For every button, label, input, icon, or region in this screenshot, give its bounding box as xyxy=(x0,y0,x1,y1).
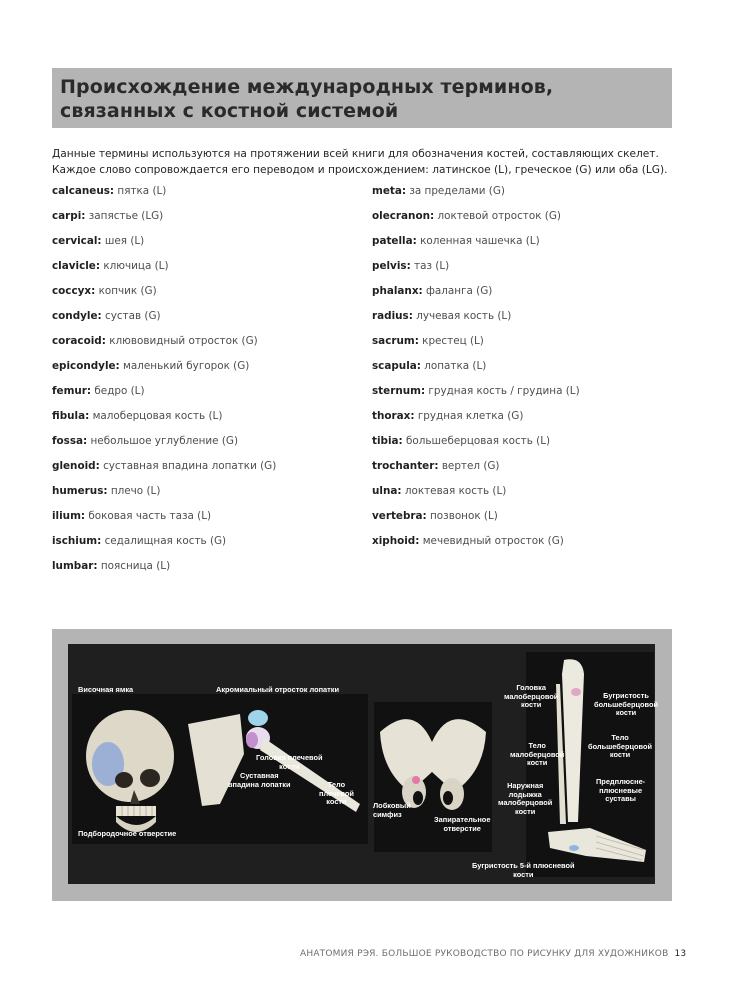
glossary-translation: грудная клетка (G) xyxy=(417,410,524,422)
glossary-entry xyxy=(372,359,702,384)
label-obturator: Запирательное отверстие xyxy=(434,815,491,833)
glossary-translation: за пределами (G) xyxy=(409,185,505,197)
glossary-translation: копчик (G) xyxy=(98,285,157,297)
page-number: 13 xyxy=(674,949,687,959)
glossary-entry xyxy=(372,209,702,234)
glossary-term: carpi: xyxy=(52,210,86,222)
page-footer xyxy=(300,949,687,959)
glossary-entry xyxy=(52,259,382,284)
glossary-term: meta: xyxy=(372,185,407,197)
glossary-entry xyxy=(52,409,382,434)
glossary-entry xyxy=(52,434,382,459)
glossary-translation: вертел (G) xyxy=(441,460,500,472)
glossary-translation: коленная чашечка (L) xyxy=(420,235,540,247)
glossary-translation: боковая часть таза (L) xyxy=(88,510,212,522)
label-lateral-malleolus: Наружная лодыжка малоберцовой кости xyxy=(498,781,553,816)
footer-book-title: АНАТОМИЯ РЭЯ. БОЛЬШОЕ РУКОВОДСТВО ПО РИСУНКУ ДЛЯ ХУДОЖНИКОВ xyxy=(300,949,669,959)
glossary-term: trochanter: xyxy=(372,460,439,472)
glossary-entry xyxy=(52,184,382,209)
glossary-translation: поясница (L) xyxy=(100,560,171,572)
glossary-translation: малоберцовая кость (L) xyxy=(92,410,223,422)
label-humeral-body: Тело плечевой кости xyxy=(319,780,354,806)
glossary-entry xyxy=(52,559,382,584)
glossary-term: sacrum: xyxy=(372,335,419,347)
glossary-translation: локтевой отросток (G) xyxy=(437,210,561,222)
glossary-entry xyxy=(52,309,382,334)
page-title-line-1: Происхождение международных терминов, xyxy=(60,76,554,98)
glossary-entry xyxy=(372,284,702,309)
glossary-entry xyxy=(52,234,382,259)
glossary-term: radius: xyxy=(372,310,413,322)
glossary-term: cervical: xyxy=(52,235,102,247)
glossary-term: ulna: xyxy=(372,485,402,497)
skull-panel xyxy=(72,694,187,844)
glossary-entry xyxy=(372,509,702,534)
glossary-translation: позвонок (L) xyxy=(430,510,498,522)
label-tibia-body: Тело большеберцовой кости xyxy=(588,733,653,759)
glossary-translation: локтевая кость (L) xyxy=(404,485,507,497)
glossary-entry xyxy=(372,184,702,209)
glossary-entry xyxy=(52,359,382,384)
glossary-translation: ключица (L) xyxy=(103,260,169,272)
label-humeral-head: Головка плечевой кости xyxy=(256,753,323,771)
glossary-term: fibula: xyxy=(52,410,90,422)
glossary-entry xyxy=(372,534,702,559)
glossary-term: patella: xyxy=(372,235,417,247)
glossary-translation: шея (L) xyxy=(104,235,145,247)
glossary-entry xyxy=(372,384,702,409)
glossary-translation: бедро (L) xyxy=(94,385,145,397)
label-mental-foramen: Подбородочное отверстие xyxy=(78,829,177,838)
glossary-translation: клювовидный отросток (G) xyxy=(109,335,258,347)
glossary-translation: грудная кость / грудина (L) xyxy=(428,385,580,397)
glossary-term: olecranon: xyxy=(372,210,435,222)
glossary-term: coccyx: xyxy=(52,285,96,297)
terms-left-column xyxy=(52,184,382,584)
glossary-entry xyxy=(372,259,702,284)
glossary-translation: фаланга (G) xyxy=(426,285,493,297)
glossary-entry xyxy=(52,334,382,359)
glossary-translation: лучевая кость (L) xyxy=(416,310,512,322)
page-title-line-2: связанных с костной системой xyxy=(60,100,399,122)
label-pubic-symphysis: Лобковый симфиз xyxy=(373,801,411,819)
glossary-entry xyxy=(52,534,382,559)
glossary-term: pelvis: xyxy=(372,260,411,272)
glossary-entry xyxy=(372,334,702,359)
label-tarsometatarsal: Предплюсне- плюсневые суставы xyxy=(596,777,646,803)
glossary-entry xyxy=(372,484,702,509)
glossary-translation: маленький бугорок (G) xyxy=(123,360,250,372)
label-glenoid: Суставная впадина лопатки xyxy=(228,771,291,789)
glossary-term: xiphoid: xyxy=(372,535,420,547)
glossary-term: scapula: xyxy=(372,360,421,372)
label-fibula-head: Головка малоберцовой кости xyxy=(504,683,559,709)
intro-paragraph: Данные термины используются на протяжении всей книги для обозначения костей, составляющих скелет. Каждое слово сопровождается его переводом и происхождением: латинское (L), греческое (G) или оба (LG). xyxy=(52,148,668,176)
glossary-term: ischium: xyxy=(52,535,102,547)
glossary-translation: мечевидный отросток (G) xyxy=(422,535,564,547)
glossary-term: humerus: xyxy=(52,485,108,497)
glossary-term: vertebra: xyxy=(372,510,427,522)
glossary-term: fossa: xyxy=(52,435,88,447)
glossary-entry xyxy=(52,459,382,484)
label-tibial-tuberosity: Бугристость большеберцовой кости xyxy=(594,691,659,717)
glossary-term: clavicle: xyxy=(52,260,100,272)
label-fifth-metatarsal: Бугристость 5-й плюсневой кости xyxy=(472,861,575,879)
label-acromion: Акромиальный отросток лопатки xyxy=(216,685,340,694)
glossary-translation: запястье (LG) xyxy=(88,210,164,222)
glossary-term: lumbar: xyxy=(52,560,98,572)
glossary-term: glenoid: xyxy=(52,460,100,472)
glossary-entry xyxy=(372,459,702,484)
glossary-term: ilium: xyxy=(52,510,86,522)
glossary-translation: большеберцовая кость (L) xyxy=(406,435,551,447)
glossary-translation: сустав (G) xyxy=(104,310,161,322)
glossary-entry xyxy=(372,234,702,259)
skull-illustration xyxy=(72,694,187,844)
terms-right-column xyxy=(372,184,702,559)
glossary-term: thorax: xyxy=(372,410,415,422)
glossary-entry xyxy=(52,484,382,509)
glossary-entry xyxy=(372,309,702,334)
glossary-translation: крестец (L) xyxy=(422,335,484,347)
label-fibula-body: Тело малоберцовой кости xyxy=(510,741,565,767)
title-bar xyxy=(52,68,672,128)
glossary-translation: лопатка (L) xyxy=(424,360,487,372)
glossary-translation: плечо (L) xyxy=(110,485,161,497)
glossary-entry xyxy=(52,209,382,234)
glossary-translation: седалищная кость (G) xyxy=(104,535,227,547)
glossary-translation: таз (L) xyxy=(414,260,450,272)
glossary-term: epicondyle: xyxy=(52,360,120,372)
glossary-translation: суставная впадина лопатки (G) xyxy=(103,460,277,472)
glossary-entry xyxy=(372,434,702,459)
glossary-entry xyxy=(372,409,702,434)
glossary-entry xyxy=(52,509,382,534)
glossary-term: calcaneus: xyxy=(52,185,115,197)
glossary-term: tibia: xyxy=(372,435,403,447)
figure-panel xyxy=(68,644,659,884)
glossary-entry xyxy=(52,284,382,309)
glossary-term: femur: xyxy=(52,385,92,397)
glossary-term: coracoid: xyxy=(52,335,106,347)
glossary-entry xyxy=(52,384,382,409)
label-temporal-fossa: Височная ямка xyxy=(78,685,134,694)
glossary-term: condyle: xyxy=(52,310,102,322)
glossary-translation: небольшое углубление (G) xyxy=(90,435,239,447)
glossary-term: sternum: xyxy=(372,385,426,397)
glossary-translation: пятка (L) xyxy=(117,185,167,197)
glossary-term: phalanx: xyxy=(372,285,423,297)
